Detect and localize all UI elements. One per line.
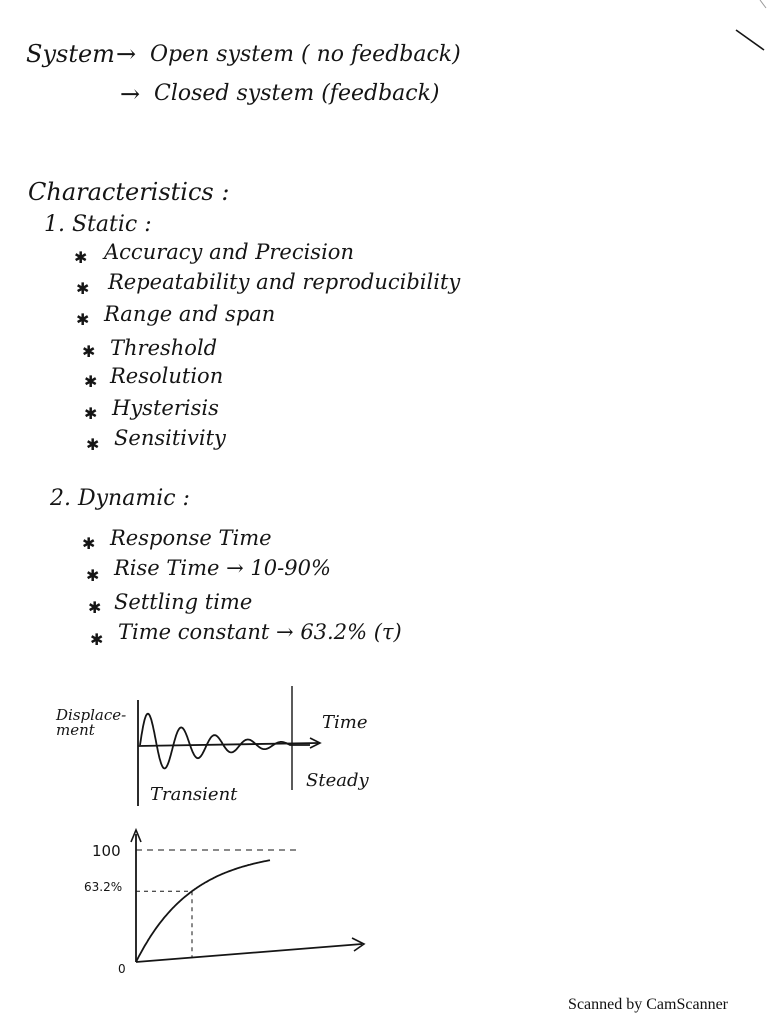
static-item-7: Sensitivity — [114, 426, 226, 450]
static-heading: 1. Static : — [44, 212, 152, 237]
bullet-star: ✱ — [82, 342, 96, 361]
static-item-2: Repeatability and reproducibility — [108, 270, 461, 294]
static-item-6: Hysterisis — [112, 396, 219, 420]
bullet-star: ✱ — [74, 248, 88, 267]
dynamic-item-3: Settling time — [114, 590, 253, 614]
scanner-watermark: Scanned by CamScanner — [568, 996, 728, 1013]
bullet-star: ✱ — [82, 534, 96, 553]
closed-system-text: Closed system (feedback) — [154, 81, 440, 106]
bullet-star: ✱ — [86, 435, 100, 454]
bullet-star: ✱ — [88, 598, 102, 617]
bullet-star: ✱ — [76, 310, 90, 329]
bullet-star: ✱ — [84, 372, 98, 391]
static-item-5: Resolution — [110, 364, 224, 388]
bullet-star: ✱ — [86, 566, 100, 585]
graph2-response-curve — [136, 860, 270, 962]
open-arrow: → — [116, 40, 137, 68]
graph2-tick-632: 63.2% — [84, 880, 123, 894]
static-item-4: Threshold — [110, 336, 218, 360]
graph2-x-axis — [136, 944, 362, 962]
graph1-xlabel: Time — [322, 712, 368, 733]
graph2-tick-100: 100 — [92, 842, 121, 860]
dynamic-item-4: Time constant → 63.2% (τ) — [118, 620, 402, 644]
graph2-origin: 0 — [118, 962, 126, 976]
system-label: System — [26, 40, 115, 68]
dynamic-item-2: Rise Time → 10-90% — [114, 556, 331, 580]
static-item-3: Range and span — [104, 302, 276, 326]
closed-arrow: → — [120, 80, 141, 108]
characteristics-heading: Characteristics : — [28, 178, 230, 206]
graph1-steady-label: Steady — [306, 770, 369, 791]
bullet-star: ✱ — [90, 630, 104, 649]
graph1-transient-label: Transient — [150, 784, 238, 805]
dynamic-heading: 2. Dynamic : — [50, 486, 190, 511]
bullet-star: ✱ — [84, 404, 98, 423]
dynamic-item-1: Response Time — [110, 526, 272, 550]
open-system-text: Open system ( no feedback) — [150, 42, 461, 67]
graph1-ylabel: Displace- ment — [56, 706, 127, 739]
bullet-star: ✱ — [76, 279, 90, 298]
static-item-1: Accuracy and Precision — [104, 240, 354, 264]
